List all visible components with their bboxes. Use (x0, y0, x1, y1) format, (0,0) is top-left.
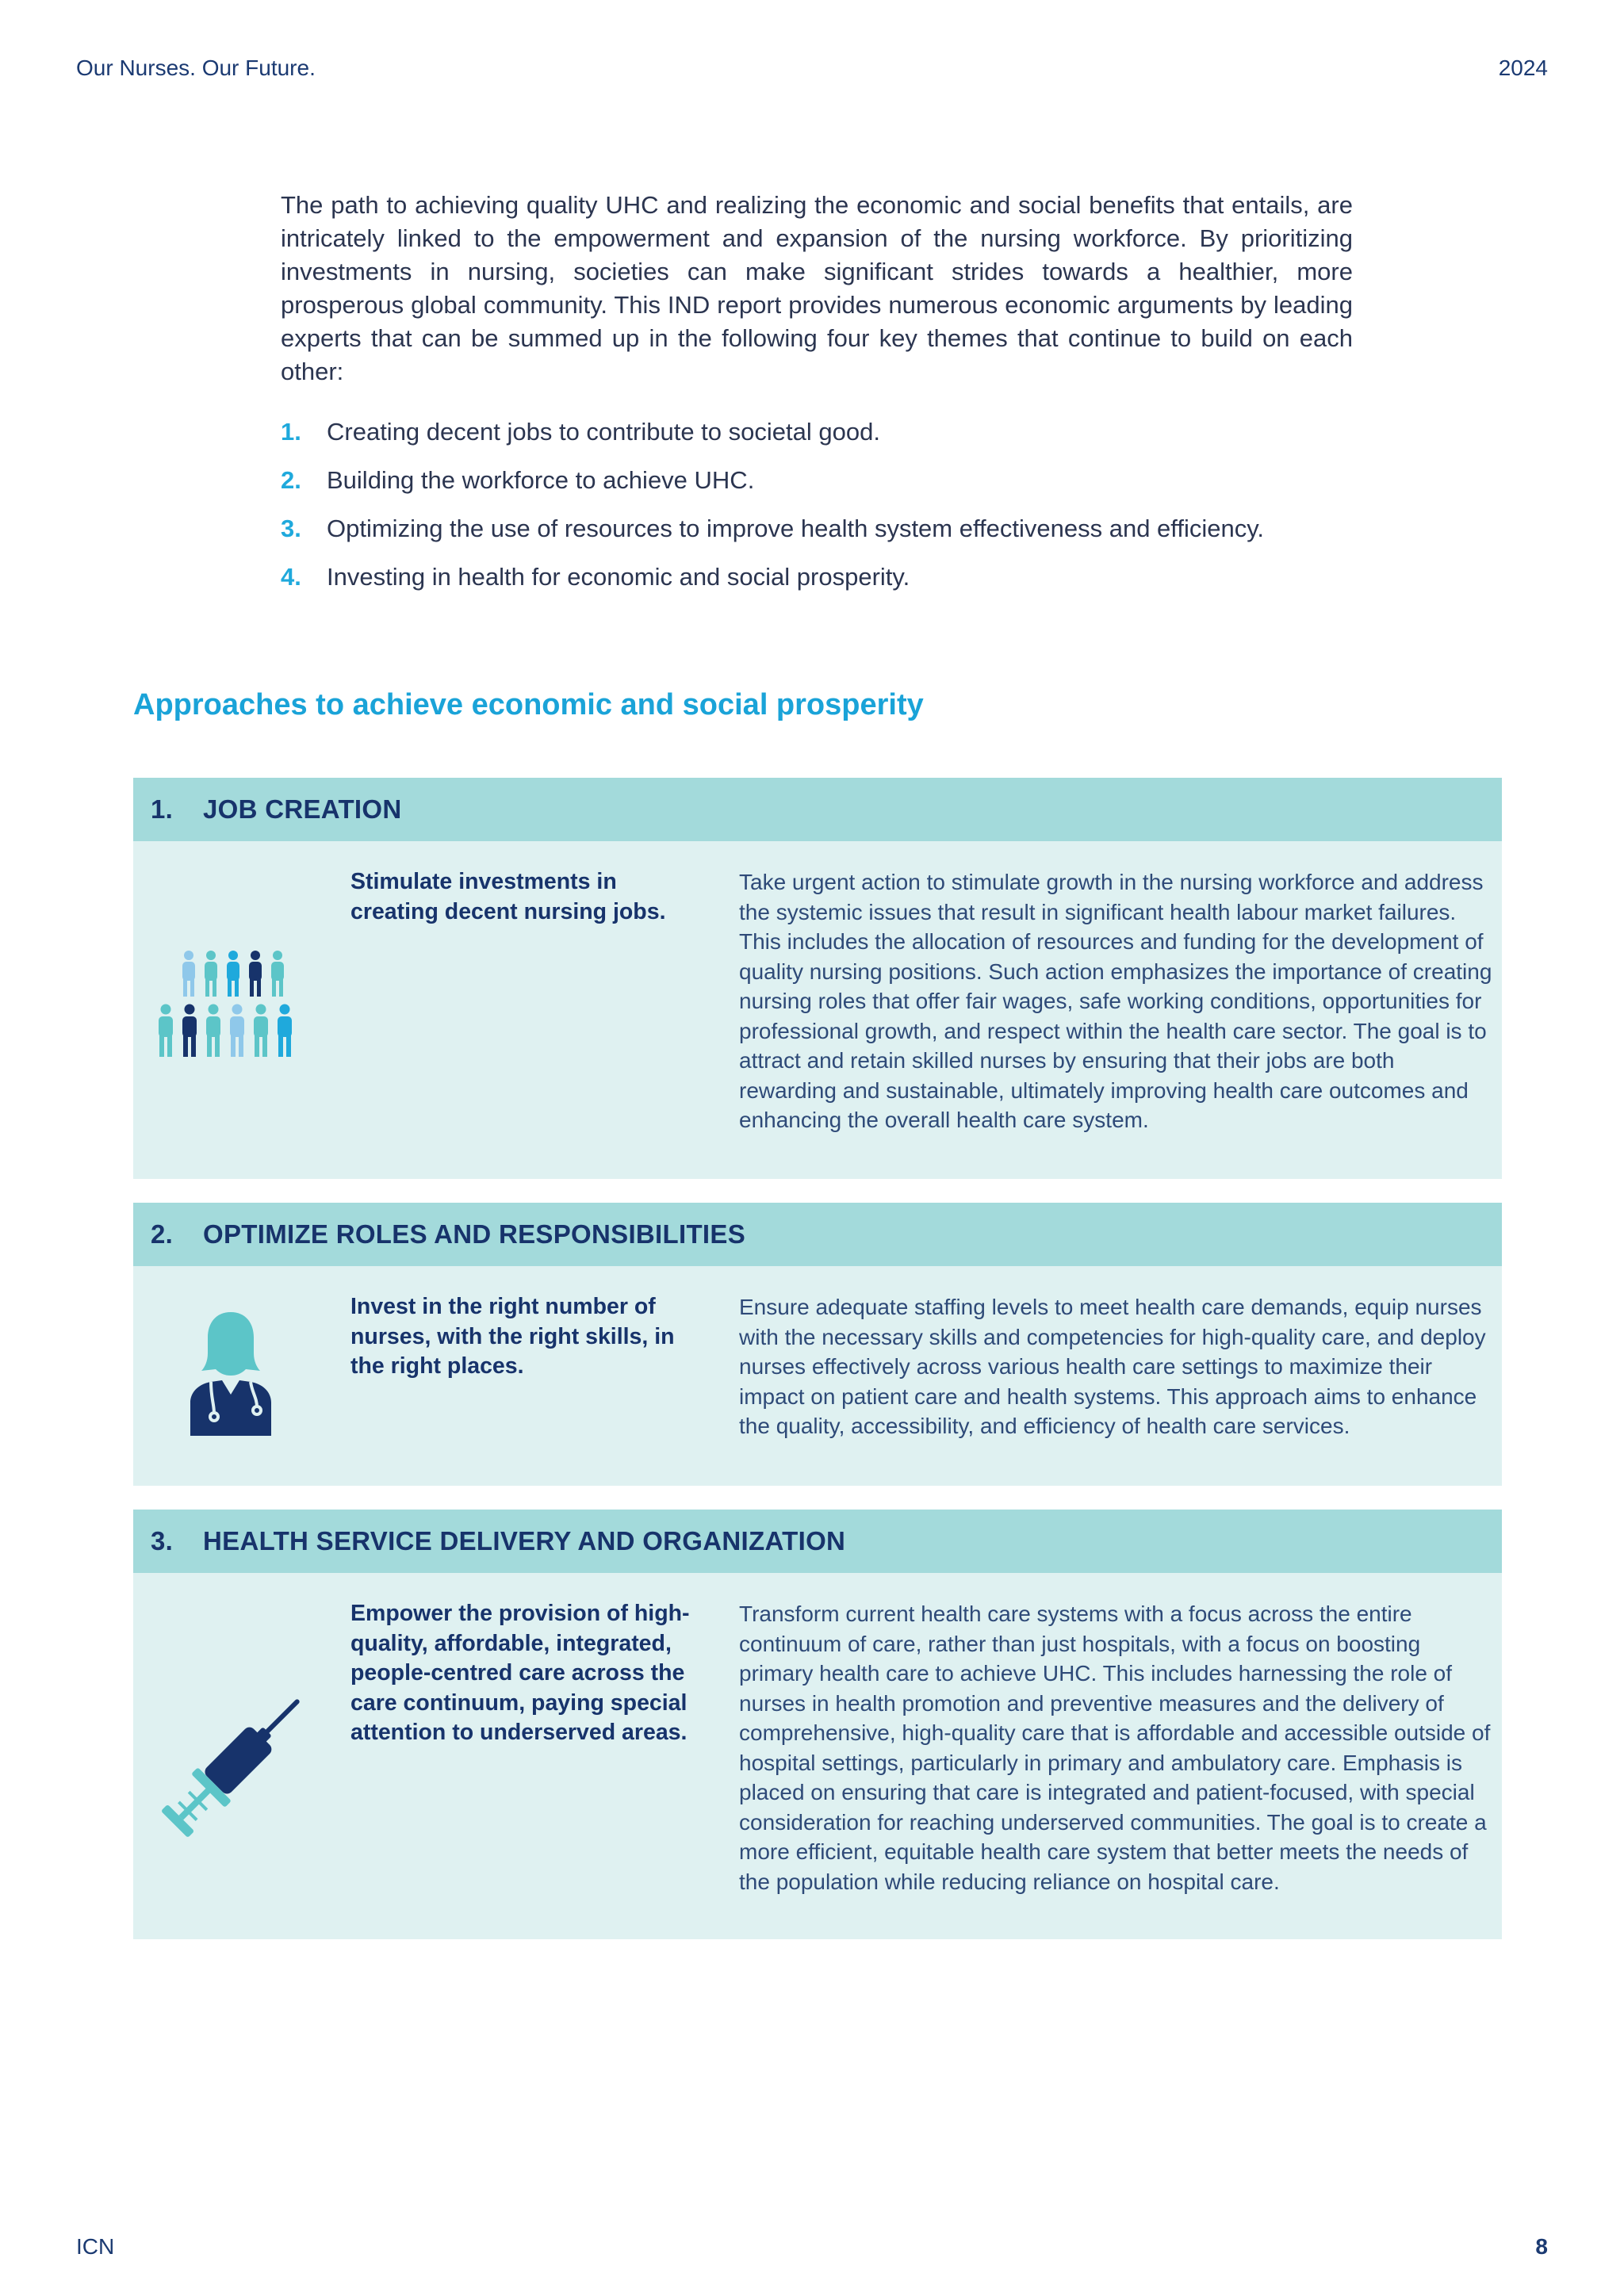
card-title: HEALTH SERVICE DELIVERY AND ORGANIZATION (203, 1526, 846, 1556)
page-number: 8 (1535, 2234, 1548, 2259)
approach-card-optimize-roles (133, 1203, 1502, 1486)
card-header (133, 778, 1502, 841)
list-text: Creating decent jobs to contribute to societal good. (327, 418, 880, 446)
list-item (281, 415, 1391, 464)
card-subtitle: Empower the provision of high-quality, affordable, integrated, people-centred care across the care continuum, paying special attention to underserved areas. (350, 1601, 690, 1745)
card-body-text: Ensure adequate staffing levels to meet health care demands, equip nurses with the necessary skills and competencies for high-quality care, and deploy nurses effectively across various health care settings to maximize their impact on patient care and health systems. This approach aims to enhance the quality, accessibility, and efficiency of health care services. (739, 1295, 1486, 1438)
card-title: OPTIMIZE ROLES AND RESPONSIBILITIES (203, 1219, 746, 1249)
list-text: Optimizing the use of resources to improve health system effectiveness and efficiency. (327, 515, 1265, 542)
list-item (281, 561, 1391, 609)
card-body-text: Take urgent action to stimulate growth in the nursing workforce and address the systemic issues that result in significant health labour market failures. This includes the allocation of resources and funding for the development of quality nursing positions. Such action emphasizes the importance of creating nursing roles that offer fair wages, safe working conditions, opportunities for professional growth, and respect within the health care sector. The goal is to attract and retain skilled nurses by ensuring that their jobs are both rewarding and sustainable, ultimately improving health care outcomes and enhancing the overall health care system. (739, 870, 1492, 1132)
nurse-icon (187, 1309, 274, 1440)
card-number: 2. (151, 1219, 174, 1249)
card-body-text: Transform current health care systems with a focus across the entire continuum of care, rather than just hospitals, with a focus on boosting primary health care to achieve UHC. This includes harnessing the role of nurses in health promotion and preventive measures and the delivery of comprehensive, high-quality care that is affordable and accessible outside of hospital settings, particularly in primary and ambulatory care. Emphasis is placed on ensuring that care is integrated and patient-focused, with special consideration for reaching underserved communities. The goal is to create a more efficient, equitable health care system that better meets the needs of the population while reducing reliance on hospital care. (739, 1601, 1491, 1894)
people-group-icon (157, 951, 303, 1066)
section-title: Approaches to achieve economic and social prosperity (133, 688, 924, 721)
list-item (281, 512, 1391, 561)
list-number: 4. (281, 563, 301, 591)
approach-card-health-service-delivery (133, 1510, 1502, 1939)
list-item (281, 464, 1391, 512)
footer-org: ICN (76, 2234, 115, 2259)
card-subtitle: Invest in the right number of nurses, with the right skills, in the right places. (350, 1294, 675, 1379)
list-text: Building the workforce to achieve UHC. (327, 466, 755, 494)
card-header (133, 1510, 1502, 1573)
card-subtitle: Stimulate investments in creating decent nursing jobs. (350, 869, 666, 924)
approach-card-job-creation (133, 778, 1502, 1179)
running-header-title: Our Nurses. Our Future. (76, 55, 316, 80)
running-header-year: 2024 (1498, 55, 1548, 80)
syringe-icon (162, 1682, 312, 1845)
list-number: 1. (281, 418, 301, 446)
themes-list (281, 415, 1391, 609)
intro-paragraph: The path to achieving quality UHC and realizing the economic and social benefits that entails, are intricately linked to the empowerment and expansion of the nursing workforce. By prioritizing investments in nursing, societies can make significant strides towards a healthier, more prosperous global community. This IND report provides numerous economic arguments by leading experts that can be summed up in the following four key themes that continue to build on each other: (281, 191, 1353, 385)
list-text: Investing in health for economic and social prosperity. (327, 563, 910, 591)
card-number: 1. (151, 794, 174, 824)
card-number: 3. (151, 1526, 174, 1556)
list-number: 3. (281, 515, 301, 542)
list-number: 2. (281, 466, 301, 494)
card-title: JOB CREATION (203, 794, 402, 824)
card-header (133, 1203, 1502, 1266)
